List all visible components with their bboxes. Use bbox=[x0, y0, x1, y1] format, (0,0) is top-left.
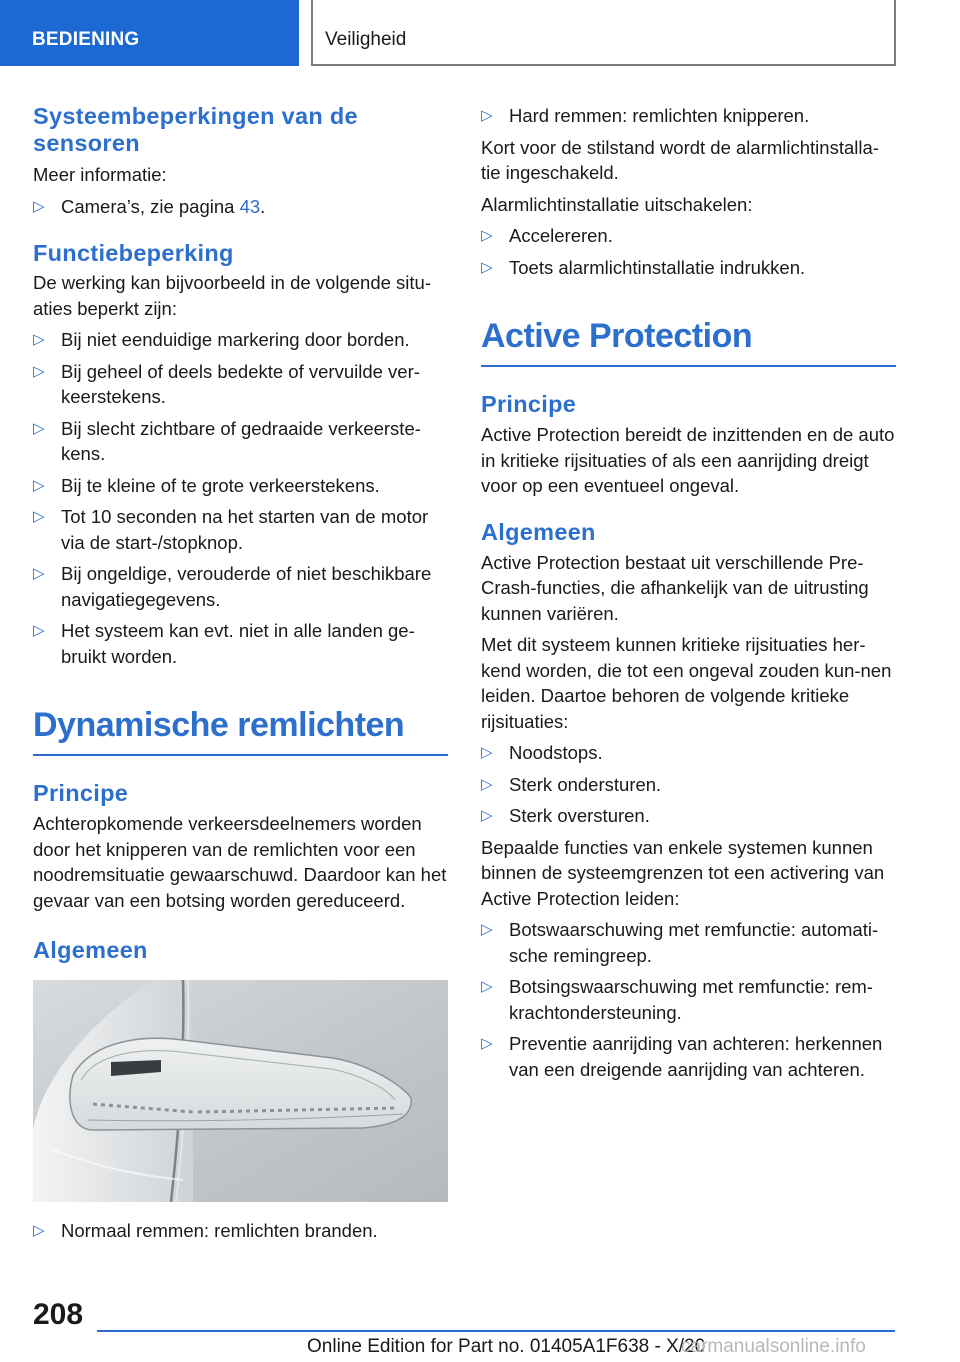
list-item: ▷ Botsingswaarschuwing met remfunctie: rem‐krachtondersteuning. bbox=[481, 976, 873, 1023]
list-item: ▷ Preventie aanrijding van achteren: herkennen van een dreigende aanrijding van achteren. bbox=[481, 1033, 883, 1080]
triangle-bullet-icon: ▷ bbox=[33, 476, 45, 494]
list-item: ▷ Sterk ondersturen. bbox=[481, 772, 896, 798]
section-tab bbox=[0, 0, 299, 66]
bullet-list bbox=[481, 103, 896, 129]
list-item: ▷ Het systeem kan evt. niet in alle landen ge‐bruikt worden. bbox=[33, 620, 415, 667]
bullet-list bbox=[33, 1218, 448, 1244]
heading-active-protection: Active Protection bbox=[481, 316, 896, 367]
triangle-bullet-icon: ▷ bbox=[33, 565, 45, 582]
triangle-bullet-icon: ▷ bbox=[481, 107, 493, 124]
list-item: ▷ Camera’s, zie pagina 43. bbox=[33, 194, 448, 220]
page-number: 208 bbox=[33, 1298, 84, 1331]
triangle-bullet-icon: ▷ bbox=[481, 258, 493, 276]
edition-text: Online Edition for Part no. 01405A1F638 - X/20 bbox=[307, 1336, 706, 1357]
paragraph: Active Protection bestaat uit verschillende Pre-Crash-functies, die afhankelijk van de uitrusting kunnen variëren. bbox=[481, 551, 869, 624]
heading-principle: Principe bbox=[481, 391, 577, 417]
right-column bbox=[481, 103, 896, 1082]
paragraph: Met dit systeem kunnen kritieke rijsituaties her‐kend worden, die tot een ongeval zouden kun‐nen leiden. Daartoe behoren de volgende kritieke rijsituaties: bbox=[481, 634, 892, 732]
list-item: ▷ Bij te kleine of te grote verkeerstekens. bbox=[33, 473, 448, 499]
paragraph: Alarmlichtinstallatie uitschakelen: bbox=[481, 193, 753, 215]
paragraph: Meer informatie: bbox=[33, 164, 167, 185]
triangle-bullet-icon: ▷ bbox=[481, 775, 493, 793]
page-link[interactable]: 43 bbox=[239, 195, 261, 217]
list-item: ▷ Toets alarmlichtinstallatie indrukken. bbox=[481, 255, 896, 281]
list-item: ▷ Bij ongeldige, verouderde of niet beschikbare navigatiegegevens. bbox=[33, 563, 432, 610]
watermark: carmanualsonline.info bbox=[681, 1336, 866, 1357]
list-item: ▷ Noodstops. bbox=[481, 740, 896, 766]
list-item: ▷ Bij geheel of deels bedekte of vervuilde ver‐keerstekens. bbox=[33, 360, 420, 407]
heading-principle: Principe bbox=[33, 780, 129, 806]
paragraph: Bepaalde functies van enkele systemen kunnen binnen de systeemgrenzen tot een activering van Active Protection leiden: bbox=[481, 836, 885, 909]
triangle-bullet-icon: ▷ bbox=[33, 1222, 45, 1239]
paragraph: De werking kan bijvoorbeeld in de volgende situ‐aties beperkt zijn: bbox=[33, 272, 431, 319]
triangle-bullet-icon: ▷ bbox=[33, 197, 45, 215]
heading-general: Algemeen bbox=[33, 937, 148, 963]
list-item: ▷ Botswaarschuwing met remfunctie: automati‐sche remingreep. bbox=[481, 919, 879, 966]
triangle-bullet-icon: ▷ bbox=[481, 744, 493, 761]
bullet-list bbox=[33, 194, 448, 220]
triangle-bullet-icon: ▷ bbox=[481, 921, 493, 938]
triangle-bullet-icon: ▷ bbox=[33, 419, 45, 437]
list-item: ▷ Hard remmen: remlichten knipperen. bbox=[481, 103, 896, 129]
section-title: BEDIENING bbox=[32, 29, 140, 50]
triangle-bullet-icon: ▷ bbox=[481, 807, 493, 824]
heading-sensor-limits: Systeembeperkingen van de sensoren bbox=[33, 103, 358, 156]
triangle-bullet-icon: ▷ bbox=[33, 508, 45, 525]
paragraph: Achteropkomende verkeersdeelnemers worden door het knipperen van de remlichten voor een noodremsituatie gewaarschuwd. Daardoor kan het gevaar van een botsing worden gereduceerd. bbox=[33, 813, 447, 911]
bullet-list bbox=[481, 223, 896, 280]
bullet-list bbox=[481, 917, 896, 1082]
list-item: ▷ Tot 10 seconden na het starten van de motor via de start-/stopknop. bbox=[33, 506, 429, 553]
heading-function-limitation: Functiebeperking bbox=[33, 240, 234, 266]
tail-light-illustration bbox=[33, 980, 448, 1202]
list-item: ▷ Bij niet eenduidige markering door borden. bbox=[33, 327, 448, 353]
triangle-bullet-icon: ▷ bbox=[481, 1035, 493, 1052]
footer-divider bbox=[97, 1330, 895, 1332]
triangle-bullet-icon: ▷ bbox=[481, 227, 493, 244]
heading-dynamic-brake-lights: Dynamische remlichten bbox=[33, 705, 448, 756]
bullet-list bbox=[481, 740, 896, 829]
triangle-bullet-icon: ▷ bbox=[33, 331, 45, 348]
chapter-title: Veiligheid bbox=[325, 29, 407, 50]
list-item: ▷ Normaal remmen: remlichten branden. bbox=[33, 1218, 448, 1244]
triangle-bullet-icon: ▷ bbox=[33, 362, 45, 380]
paragraph: Kort voor de stilstand wordt de alarmlichtinstalla‐tie ingeschakeld. bbox=[481, 136, 879, 183]
list-item: ▷ Bij slecht zichtbare of gedraaide verkeerste‐kens. bbox=[33, 417, 421, 464]
list-item: ▷ Accelereren. bbox=[481, 223, 896, 249]
triangle-bullet-icon: ▷ bbox=[33, 622, 45, 639]
paragraph: Active Protection bereidt de inzittenden en de auto in kritieke rijsituaties of als een aanrijding dreigt voor op een eventueel ongeval. bbox=[481, 424, 895, 496]
bullet-list bbox=[33, 327, 448, 669]
heading-general: Algemeen bbox=[481, 518, 596, 545]
chapter-tab bbox=[311, 0, 896, 66]
left-column bbox=[33, 103, 448, 1244]
triangle-bullet-icon: ▷ bbox=[481, 978, 493, 995]
list-item: ▷ Sterk oversturen. bbox=[481, 803, 896, 829]
